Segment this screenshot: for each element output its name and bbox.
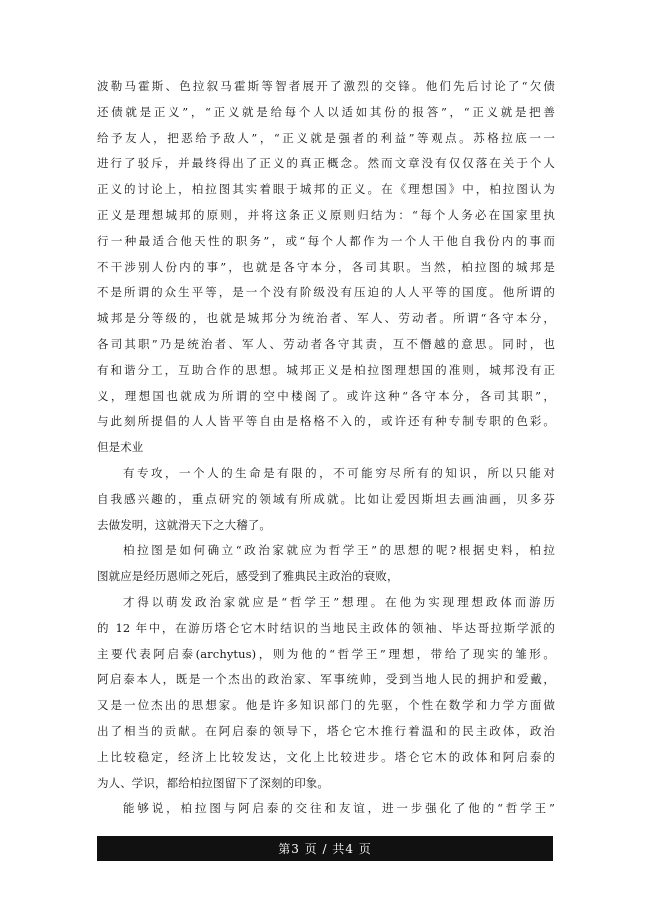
page-footer xyxy=(97,836,553,861)
text-line: 不干涉别人份内的事”，也就是各守本分，各司其职。当然，柏拉图的城邦是 xyxy=(97,259,555,274)
text-line: 与此刻所提倡的人人皆平等自由是格格不入的，或许还有种专制专职的色彩。 xyxy=(97,414,555,429)
text-line: 城邦是分等级的，也就是城邦分为统治者、军人、劳动者。所谓“各守本分， xyxy=(97,311,555,326)
text-line: 有和谐分工，互助合作的思想。城邦正义是柏拉图理想国的准则，城邦没有正 xyxy=(97,362,555,377)
text-line: 正义是理想城邦的原则，并将这条正义原则归结为：“每个人务必在国家里执 xyxy=(97,207,555,222)
text-line: 图就应是经历恩师之死后，感受到了雅典民主政治的衰败， xyxy=(97,569,399,584)
text-line: 才得以萌发政治家就应是“哲学王”想理。在他为实现理想政体而游历 xyxy=(123,594,555,609)
text-line: 正义的讨论上，柏拉图其实着眼于城邦的正义。在《理想国》中，柏拉图认为 xyxy=(97,182,555,197)
text-line: 波勒马霍斯、色拉叙马霍斯等智者展开了激烈的交锋。他们先后讨论了“欠债 xyxy=(97,79,555,93)
text-line: 义，理想国也就成为所谓的空中楼阁了。或许这种“各守本分，各司其职”， xyxy=(97,388,555,403)
text-line: 为人、学识，都给柏拉图留下了深刻的印象。 xyxy=(97,775,329,790)
document-body xyxy=(97,74,555,822)
text-line: 柏拉图是如何确立“政治家就应为哲学王”的思想的呢?根据史料，柏拉 xyxy=(123,543,555,558)
page-number-label: 第3 页 / 共4 页 xyxy=(278,842,372,856)
text-line: 能够说，柏拉图与阿启泰的交往和友谊，进一步强化了他的“哲学王” xyxy=(123,801,555,816)
text-line: 行一种最适合他天性的职务”，或“每个人都作为一个人干他自我份内的事而 xyxy=(97,233,555,248)
text-line: 但是术业 xyxy=(97,440,144,455)
text-line: 上比较稳定，经济上比较发达，文化上比较进步。塔仑它木的政体和阿启泰的 xyxy=(97,749,555,764)
text-line: 给予友人，把恶给予敌人”，“正义就是强者的利益”等观点。苏格拉底一一 xyxy=(97,130,555,145)
text-line: 各司其职”乃是统治者、军人、劳动者各守其责，互不僭越的意思。同时，也 xyxy=(97,336,555,351)
text-line: 自我感兴趣的，重点研究的领域有所成就。比如让爱因斯坦去画油画，贝多芬 xyxy=(97,491,555,506)
text-line: 去做发明，这就滑天下之大稽了。 xyxy=(97,517,271,532)
text-line: 阿启泰本人，既是一个杰出的政治家、军事统帅，受到当地人民的拥护和爱戴， xyxy=(97,672,555,687)
text-line: 出了相当的贡献。在阿启泰的领导下，塔仑它木推行着温和的民主政体，政治 xyxy=(97,723,555,738)
text-line: 又是一位杰出的思想家。他是许多知识部门的先驱，个性在数学和力学方面做 xyxy=(97,698,555,713)
text-line: 进行了驳斥，并最终得出了正义的真正概念。然而文章没有仅仅落在关于个人 xyxy=(97,156,555,171)
text-line: 有专攻，一个人的生命是有限的，不可能穷尽所有的知识，所以只能对 xyxy=(123,465,555,480)
text-line: 还债就是正义”，“正义就是给每个人以适如其份的报答”，“正义就是把善 xyxy=(97,104,555,119)
text-line: 主要代表阿启泰(archytus)，则为他的“哲学王”理想，带给了现实的雏形。 xyxy=(97,646,555,661)
text-line: 不是所谓的众生平等，是一个没有阶级没有压迫的人人平等的国度。他所谓的 xyxy=(97,285,555,300)
text-line: 的 12 年中，在游历塔仑它木时结识的当地民主政体的领袖、毕达哥拉斯学派的 xyxy=(97,620,555,635)
